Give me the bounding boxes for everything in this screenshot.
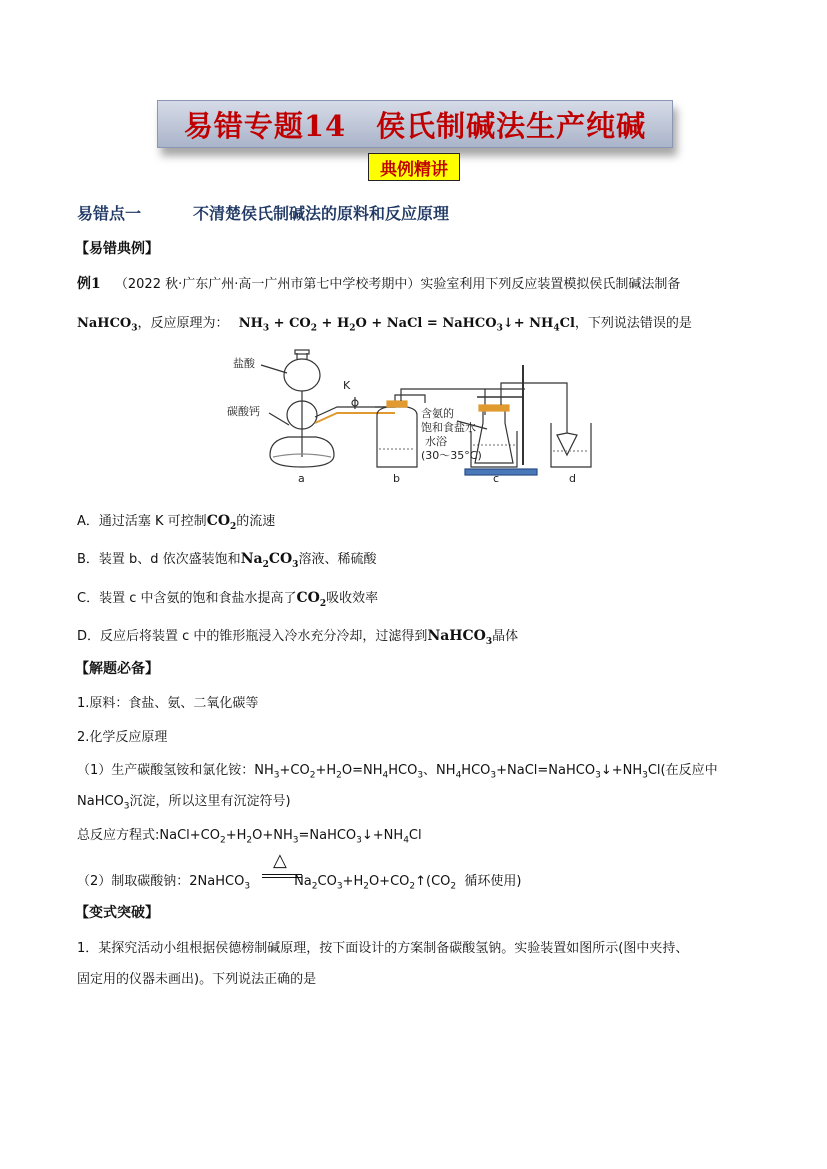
label-temp: (30～35°C) <box>421 449 482 462</box>
variant-line-2: 固定用的仪器未画出)。下列说法正确的是 <box>77 972 317 987</box>
bottle-b <box>377 407 417 467</box>
example-label: 例1 <box>77 276 101 292</box>
option-c: C．装置 c 中含氨的饱和食盐水提高了$CO_2$吸收效率 <box>77 590 379 609</box>
label-c: c <box>493 472 500 485</box>
beaker-d <box>551 423 591 467</box>
question-stem: ，下列说法错误的是 <box>574 316 692 331</box>
nahco3-formula: NaHCO$_3$ <box>77 316 138 334</box>
point-label: 易错点一 <box>77 204 142 223</box>
label-hcl: 盐酸 <box>233 357 255 370</box>
stand-base <box>465 469 537 475</box>
variant-line-1: 1．某探究活动小组根据侯德榜制碱原理，按下面设计的方案制备碳酸氢钠。实验装置如图所示(图中夹持、 <box>77 941 689 956</box>
option-d: D．反应后将装置 c 中的锥形瓶浸入冷水充分冷却，过滤得到NaHCO$_3$晶体 <box>77 628 519 647</box>
label-bath: 水浴 <box>425 435 447 448</box>
solve-step-2: （2）制取碳酸钠：2NaHCO$_3$ $Na_2CO_3+H_2O+CO_2↑(CO_2$ 循环使用) <box>77 874 522 892</box>
solve-step-1-line2: NaHCO$_3$沉淀，所以这里有沉淀符号) <box>77 794 291 812</box>
solve-item-2: 2.化学反应原理 <box>77 730 168 745</box>
section-solve-heading: 【解题必备】 <box>75 661 159 677</box>
heat-symbol: △ <box>273 850 287 871</box>
funnel-bulb <box>284 359 320 391</box>
label-b: b <box>393 472 400 485</box>
example-source: （2022 秋·广东广州·高一广州市第七中学校考期中）实验室利用下列反应装置模拟侯氏制碱法制备 <box>114 277 681 292</box>
solve-item-1: 1.原料：食盐、氨、二氧化碳等 <box>77 696 259 711</box>
total-equation: 总反应方程式$:NaCl+CO_2+H_2O+NH_3=NaHCO_3↓+NH_4Cl$ <box>77 828 422 846</box>
label-caco3: 碳酸钙 <box>227 405 260 418</box>
solve-step-1: （1）生产碳酸氢铵和氯化铵：$NH_3+CO_2+H_2O=NH_4HCO_3$、$NH_4HCO_3+NaCl=NaHCO_3↓+NH_3Cl$(在反应中 <box>77 763 718 781</box>
example-line-2 <box>77 312 692 334</box>
point-title: 不清楚侯氏制碱法的原料和反应原理 <box>193 204 450 223</box>
page-title: 易错专题14 侯氏制碱法生产纯碱 <box>183 108 647 143</box>
apparatus-diagram <box>225 345 615 485</box>
label-a: a <box>298 472 305 485</box>
title-banner <box>157 100 673 148</box>
section-tag-label: 典例精讲 <box>380 159 448 180</box>
option-a: A．通过活塞 K 可控制$CO_2$的流速 <box>77 513 276 532</box>
label-d: d <box>569 472 576 485</box>
option-b: B．装置 b、d 依次盛装饱和$Na_2CO_3$溶液、稀硫酸 <box>77 551 377 570</box>
section-tag <box>368 153 460 181</box>
section-example-heading: 【易错典例】 <box>75 241 159 257</box>
reaction-equation: $NH_3 + CO_2 + H_2O$ + NaCl = NaHCO$_3$↓+ $NH_4Cl$ <box>238 316 575 334</box>
label-solution-2: 饱和食盐水 <box>421 421 476 434</box>
label-solution-1: 含氨的 <box>421 407 454 420</box>
example-line-1 <box>77 273 680 293</box>
reaction-intro: ，反应原理为： <box>137 316 229 331</box>
label-k: K <box>343 379 351 392</box>
section-variant-heading: 【变式突破】 <box>75 905 159 921</box>
